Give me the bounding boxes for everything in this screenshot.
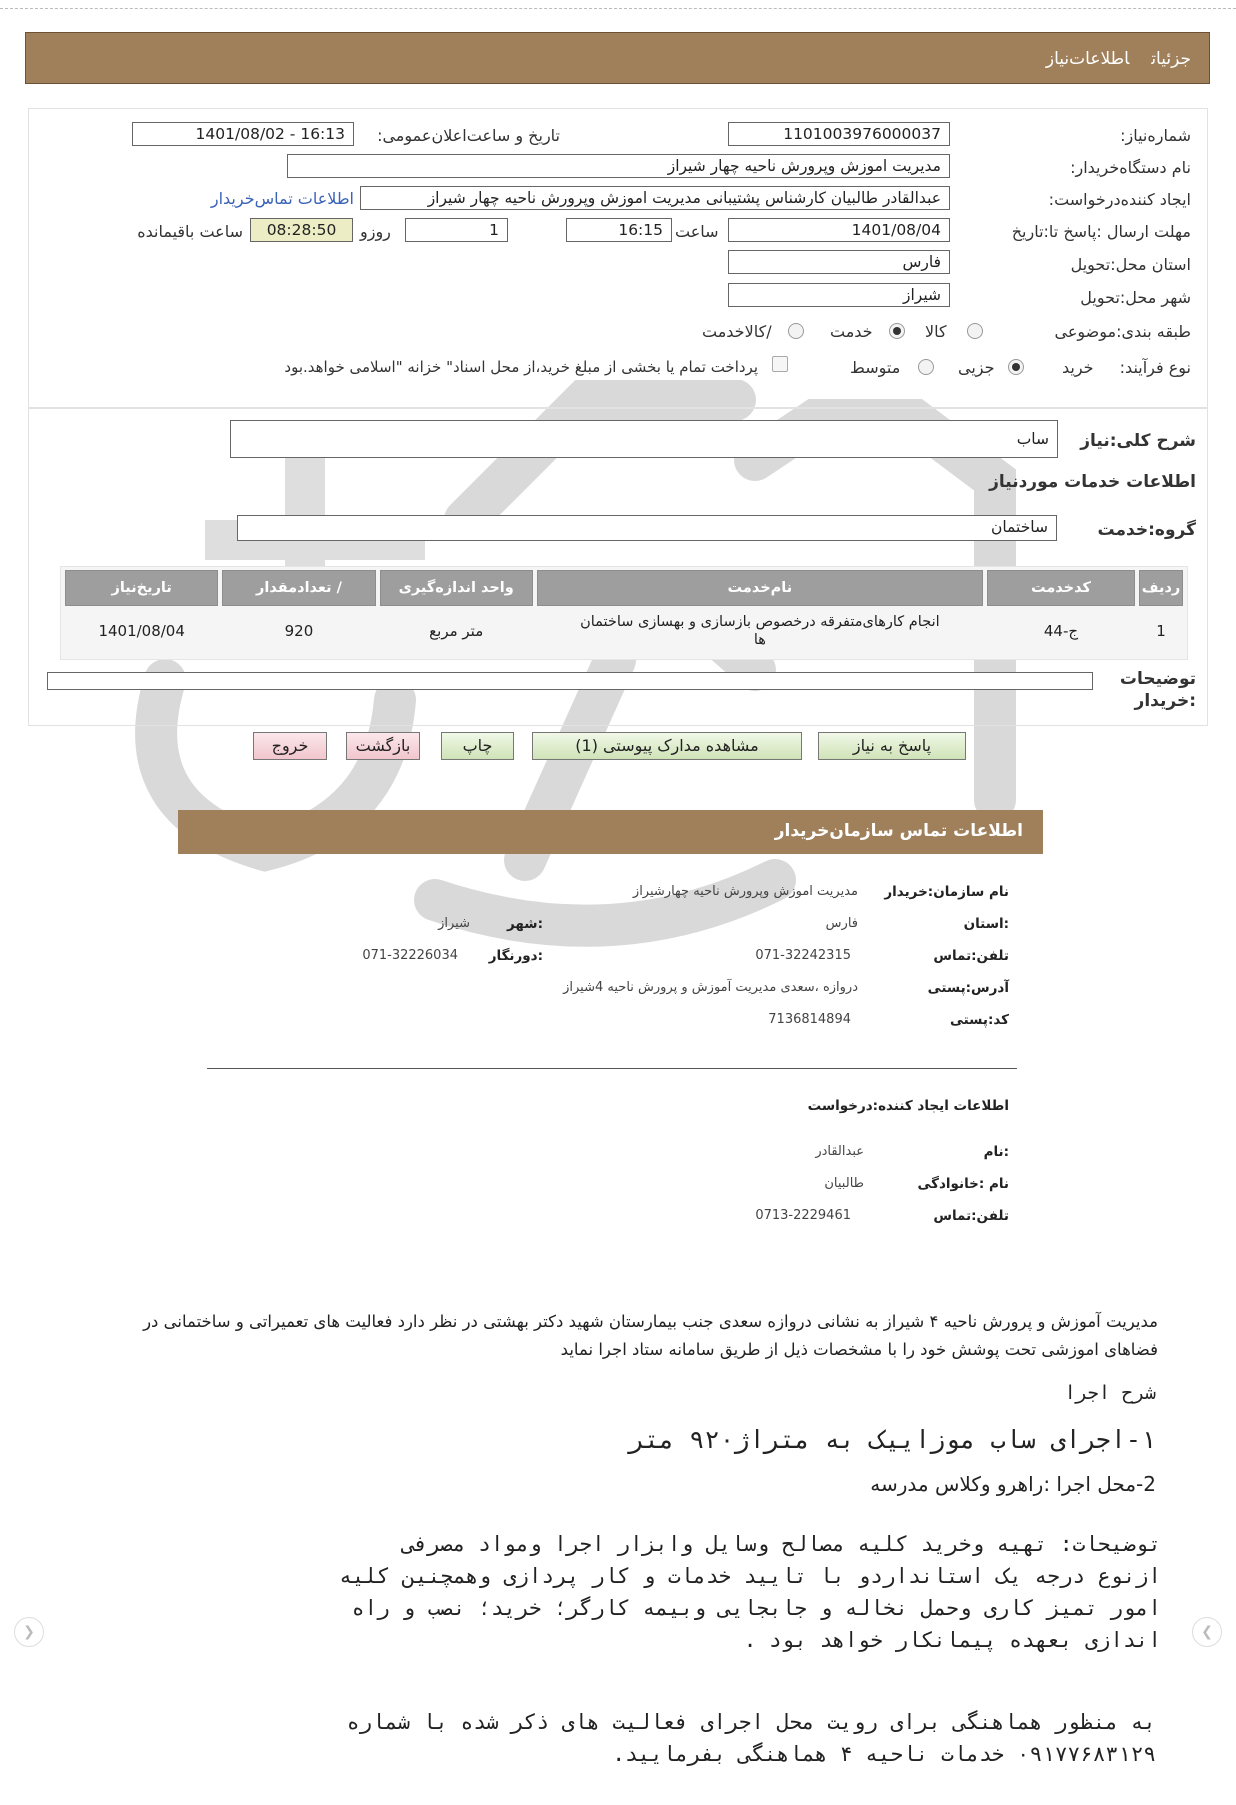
creator-phone-value: 0713-2229461: [755, 1208, 851, 1223]
creator-label: ایجاد کننده‌درخواست:: [1048, 190, 1191, 209]
need-number-label: شماره‌نیاز:: [1120, 126, 1191, 145]
announce-date-label: تاریخ و ساعت‌اعلان‌عمومی:: [377, 126, 560, 145]
category-service-label: خدمت: [830, 322, 873, 341]
treasury-payment-checkbox[interactable]: [772, 356, 788, 372]
creator-family-value: طالبیان: [824, 1176, 864, 1191]
days-label: روزو: [360, 222, 391, 241]
service-group-field: ساختمان: [237, 515, 1057, 541]
process-minor-radio[interactable]: [1008, 359, 1024, 375]
creator-family-label: نام :خانوادگی: [917, 1176, 1009, 1192]
tab-details[interactable]: جزئیات: [1151, 49, 1191, 69]
reply-button[interactable]: پاسخ به نیاز: [818, 732, 966, 760]
table-row: [65, 609, 1183, 653]
buyer-contact-link[interactable]: اطلاعات تماس‌خریدار: [210, 189, 354, 208]
contact-province-label: :استان: [963, 916, 1009, 932]
attachments-button[interactable]: مشاهده مدارک پیوستی (1): [532, 732, 802, 760]
contact-address-value: دروازه ،سعدی مدیریت آموزش و پرورش ناحیه 4شیراز: [563, 980, 858, 995]
details-header-bar: [25, 32, 1210, 84]
next-page-icon[interactable]: ❯: [1192, 1617, 1222, 1647]
col-service-name: نام‌خدمت: [537, 570, 983, 606]
deadline-label: مهلت ارسال :پاسخ تا:تاریخ: [1011, 222, 1191, 241]
general-desc-label: شرح کلی:نیاز: [1080, 431, 1196, 451]
notes-item-1: ۱-اجرای ساب موزاییک به متراژ۹۲۰ متر: [629, 1425, 1156, 1454]
back-button[interactable]: بازگشت: [346, 732, 420, 760]
tab-need-info[interactable]: اطلاعات‌نیاز: [1045, 49, 1130, 69]
deadline-hour-label: ساعت: [675, 222, 719, 241]
province-label: استان محل:تحویل: [1070, 255, 1191, 274]
remaining-label: ساعت باقیمانده: [137, 222, 243, 241]
city-label: شهر محل:تحویل: [1080, 288, 1191, 307]
notes-exec-title: شرح اجرا: [1064, 1382, 1156, 1404]
notes-coord-line-2: ۰۹۱۷۷۶۸۳۱۲۹ خدمات ناحیه ۴ هماهنگی بفرمایید.: [612, 1742, 1156, 1766]
creator-name-value: عبدالقادر: [815, 1144, 864, 1159]
services-table: [61, 567, 1187, 656]
process-medium-label: متوسط: [850, 358, 901, 377]
services-table-wrapper: [60, 566, 1188, 660]
deadline-time-field: 16:15: [566, 218, 672, 242]
notes-desc-line-2: ازنوع درجه یک استانداردو با تایید خدمات و کار پردازی وهمچنین کلیه: [339, 1564, 1161, 1588]
buyer-org-field: مدیریت اموزش وپرورش ناحیه چهار شیراز: [287, 154, 950, 178]
top-divider: [0, 0, 1236, 9]
col-quantity: / تعدادمقدار: [222, 570, 375, 606]
notes-intro: مدیریت آموزش و پرورش ناحیه ۴ شیراز به نشانی دروازه سعدی جنب بیمارستان شهید دکتر بهشتی در نظر دارد فعالیت های تعمیراتی و ساختمانی در فضاهای اموزشی تحت پوشش خود را با مشخصات ذیل از طریق سامانه ستاد اجرا نماید: [143, 1312, 1158, 1359]
notes-desc-line-4: اندازی بعهده پیمانکار خواهد بود .: [743, 1628, 1161, 1652]
category-service-radio[interactable]: [889, 323, 905, 339]
contact-fax-value: 071-32226034: [362, 948, 458, 963]
contact-phone-label: تلفن:تماس: [933, 948, 1009, 964]
col-service-code: کدخدمت: [987, 570, 1135, 606]
col-unit: واحد اندازه‌گیری: [380, 570, 533, 606]
creator-field: عبدالقادر طالبیان کارشناس پشتیبانی مدیریت اموزش وپرورش ناحیه چهار شیراز: [360, 186, 950, 210]
services-table-header: [65, 570, 1183, 606]
treasury-payment-note: پرداخت تمام یا بخشی از مبلغ خرید،از محل اسناد" خزانه "اسلامی خواهد.بود: [284, 358, 758, 376]
creator-info-title: اطلاعات ایجاد کننده:درخواست: [807, 1098, 1009, 1114]
contact-province-value: فارس: [825, 916, 858, 931]
deadline-date-field: 1401/08/04: [728, 218, 950, 242]
contact-phone-value: 071-32242315: [755, 948, 851, 963]
category-label: طبقه بندی:موضوعی: [1054, 322, 1191, 341]
contact-divider: [207, 1068, 1017, 1069]
remaining-time-field: 08:28:50: [250, 218, 353, 242]
province-field: فارس: [728, 250, 950, 274]
row-number-cell: 1: [1156, 622, 1166, 640]
process-minor-label: جزیی: [958, 358, 995, 377]
service-group-label: گروه:خدمت: [1097, 520, 1196, 540]
notes-desc-line-1: توضیحات: تهیه وخرید کلیه مصالح وسایل وابزار اجرا ومواد مصرفی: [402, 1532, 1161, 1556]
days-remaining-field: 1: [405, 218, 508, 242]
announce-date-field: 1401/08/02 - 16:13: [132, 122, 354, 146]
process-type: خرید: [1062, 358, 1094, 377]
creator-name-label: :نام: [983, 1144, 1009, 1160]
process-label: نوع فرآیند:: [1119, 358, 1191, 377]
contact-org-label: نام سازمان:خریدار: [884, 884, 1009, 900]
service-code-cell: ج-44: [1043, 622, 1079, 640]
contact-postal-value: 7136814894: [768, 1012, 851, 1027]
need-number-field: 1101003976000037: [728, 122, 950, 146]
category-goods-service-radio[interactable]: [788, 323, 804, 339]
creator-phone-label: تلفن:تماس: [933, 1208, 1009, 1224]
category-goods-label: کالا: [925, 322, 947, 341]
unit-cell: متر مربع: [429, 622, 484, 640]
city-field: شیراز: [728, 283, 950, 307]
process-medium-radio[interactable]: [918, 359, 934, 375]
notes-coord-line-1: به منظور هماهنگی برای رویت محل اجرای فعالیت های ذکر شده با شماره: [346, 1710, 1156, 1734]
prev-page-icon[interactable]: ❮: [14, 1617, 44, 1647]
contact-fax-label: :دورنگار: [488, 948, 543, 964]
buyer-notes-field: [47, 672, 1093, 690]
contact-address-label: آدرس:پستی: [927, 980, 1009, 996]
category-goods-service-label: /کالاخدمت: [702, 322, 772, 341]
print-button[interactable]: چاپ: [441, 732, 514, 760]
contact-postal-label: کد:پستی: [949, 1012, 1009, 1028]
quantity-cell: 920: [284, 622, 314, 640]
notes-item-2: 2-محل اجرا :راهرو وکلاس مدرسه: [870, 1472, 1156, 1496]
general-desc-field: ساب: [230, 420, 1058, 458]
buyer-notes-label: توضیحات :خریدار: [1119, 669, 1196, 711]
contact-city-value: شیراز: [438, 916, 470, 931]
service-name-cell: انجام کارهای‌متفرقه درخصوص بازسازی و بهسازی ساختمان ها: [580, 614, 940, 648]
contact-header-bar: اطلاعات تماس سازمان‌خریدار: [178, 810, 1043, 854]
exit-button[interactable]: خروج: [253, 732, 327, 760]
contact-city-label: :شهر: [507, 916, 543, 932]
col-row-number: ردیف: [1139, 570, 1183, 606]
category-goods-radio[interactable]: [967, 323, 983, 339]
need-date-cell: 1401/08/04: [98, 622, 185, 640]
services-title: اطلاعات خدمات موردنیاز: [989, 472, 1196, 492]
col-need-date: تاریخ‌نیاز: [65, 570, 218, 606]
contact-org-value: مدیریت اموزش وپرورش ناحیه چهارشیراز: [632, 884, 858, 899]
buyer-org-label: نام دستگاه‌خریدار:: [1070, 158, 1191, 177]
notes-desc-line-3: امور تمیز کاری وحمل نخاله و جابجایی وبیمه کارگر؛ خرید؛ نصب و راه: [351, 1596, 1161, 1620]
